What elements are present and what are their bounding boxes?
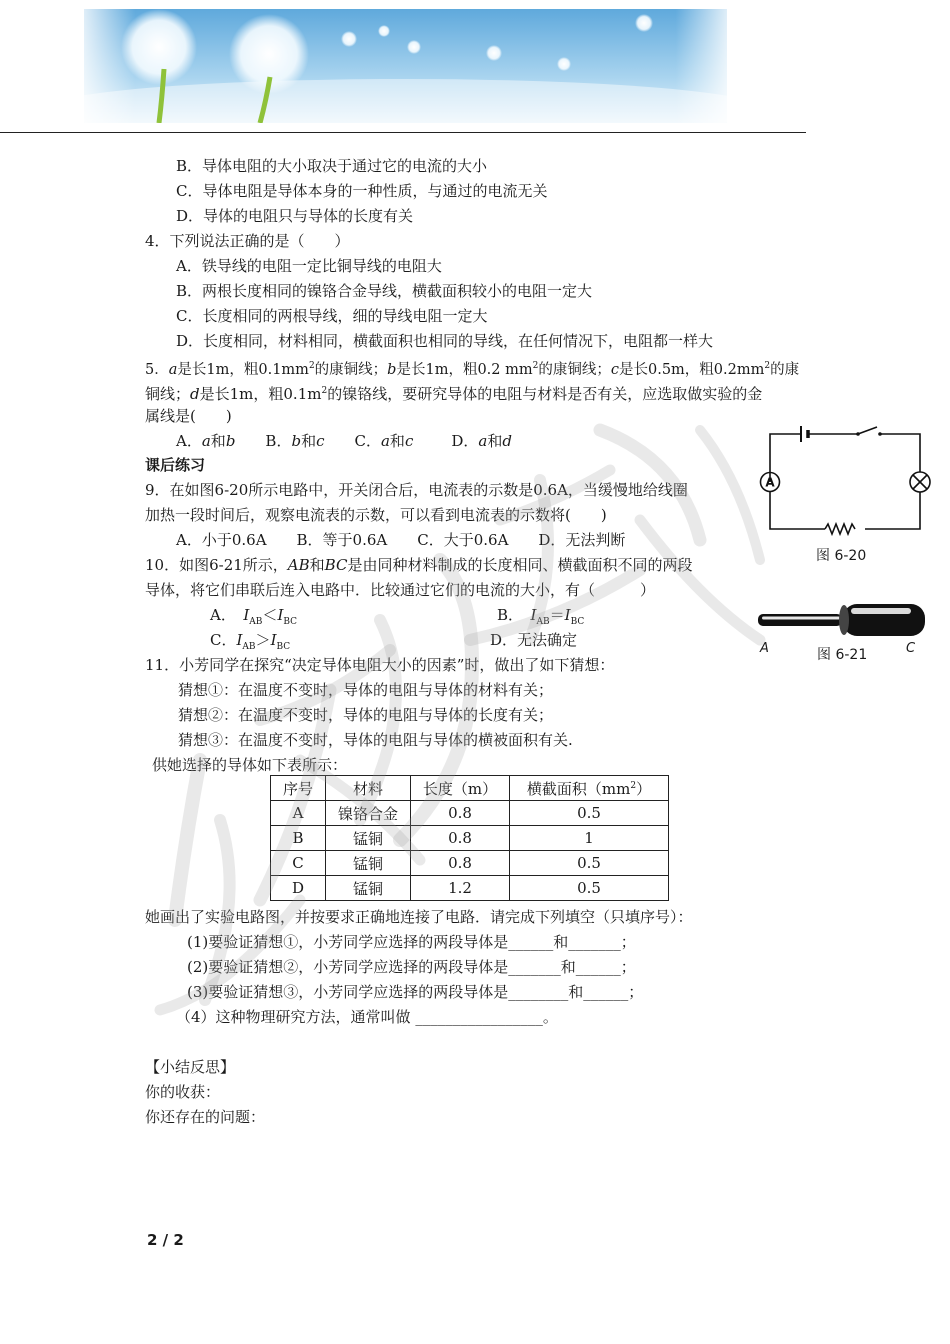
q5-line-1: 5．a是长1m，粗$0.1mm^2$的康铜线；b是长1m，粗0.2 $mm^2$的康铜线；c是长0.5m，粗$0.2mm^2$的康	[145, 361, 800, 378]
table-cell: 锰铜	[326, 876, 411, 901]
table-cell: 0.5	[510, 876, 669, 901]
conductor-diagram	[755, 600, 935, 642]
q10-option-c: C．$I_{AB}>I_{BC}$	[210, 631, 291, 652]
table-cell: 1	[510, 826, 669, 851]
q11-fill-1: (1)要验证猜想①，小芳同学应选择的两段导体是______和_______；	[187, 933, 636, 951]
table-cell: 0.8	[411, 826, 510, 851]
q5-line-3: 属线是( )	[145, 407, 232, 425]
q11-guess-1: 猜想①：在温度不变时，导体的电阻与导体的材料有关；	[178, 681, 554, 699]
q11-fill-4: （4）这种物理研究方法，通常叫做 _________________。	[176, 1008, 558, 1026]
ammeter-label: A	[765, 475, 775, 490]
table-cell: 0.5	[510, 851, 669, 876]
q3-option-b: B．导体电阻的大小取决于通过它的电流的大小	[176, 157, 488, 175]
table-header-row	[271, 776, 669, 801]
section-title: 课后练习	[145, 456, 206, 474]
conductor-table	[270, 775, 669, 901]
table-row	[271, 876, 669, 901]
table-cell: A	[271, 801, 326, 826]
q4-option-d: D．长度相同，材料相同，横截面积也相同的导线，在任何情况下，电阻都一样大	[176, 332, 714, 350]
q5-options: A．a和b B．b和c C．a和c D．a和d	[176, 432, 512, 450]
q10-option-b: B． $I_{AB}=I_{BC}$	[497, 606, 585, 627]
q11-stem: 11．小芳同学在探究“决定导体电阻大小的因素”时，做出了如下猜想：	[145, 656, 615, 674]
table-header-cell: 材料	[326, 776, 411, 801]
figure-6-21-caption: 图 6-21	[817, 647, 868, 663]
table-cell: 0.5	[510, 801, 669, 826]
header-banner-image	[84, 9, 727, 123]
q11-table-intro: 供她选择的导体如下表所示：	[152, 756, 348, 774]
table-header-cell: 横截面积$(mm^2)$	[510, 776, 669, 801]
table-cell: 锰铜	[326, 851, 411, 876]
q11-fill-3: (3)要验证猜想③，小芳同学应选择的两段导体是________和______；	[187, 983, 644, 1001]
table-cell: 1.2	[411, 876, 510, 901]
table-cell: B	[271, 826, 326, 851]
page-number: 2 / 2	[147, 1231, 184, 1249]
table-cell: 镍铬合金	[326, 801, 411, 826]
q4-option-a: A．铁导线的电阻一定比铜导线的电阻大	[176, 257, 442, 275]
q4-option-c: C．长度相同的两根导线，细的导线电阻一定大	[176, 307, 488, 325]
conductor-end-a: A	[760, 641, 769, 656]
q5-line-2: 铜线；d是长1m，粗$0.1m^2$的镍铬线，要研究导体的电阻与材料是否有关，应选取做实验的金	[145, 385, 763, 403]
table-row	[271, 851, 669, 876]
header-rule	[0, 132, 806, 133]
conductor-end-c: C	[906, 641, 916, 656]
summary-title: 【小结反思】	[145, 1058, 236, 1076]
q3-option-c: C．导体电阻是导体本身的一种性质，与通过的电流无关	[176, 182, 548, 200]
circuit-diagram	[755, 420, 935, 540]
table-row	[271, 826, 669, 851]
table-row	[271, 801, 669, 826]
q11-fill-2: (2)要验证猜想②，小芳同学应选择的两段导体是_______和______；	[187, 958, 636, 976]
q10-option-a: A． $I_{AB}<I_{BC}$	[210, 606, 298, 627]
q10-line-1: 10．如图6-21所示，AB和BC是由同种材料制成的长度相同、横截面积不同的两段	[145, 556, 693, 574]
q11-guess-2: 猜想②：在温度不变时，导体的电阻与导体的长度有关；	[178, 706, 554, 724]
summary-problems: 你还存在的问题：	[145, 1108, 266, 1126]
table-header-cell: 序号	[271, 776, 326, 801]
figure-6-20-caption: 图 6-20	[816, 548, 867, 564]
table-cell: D	[271, 876, 326, 901]
table-cell: 0.8	[411, 801, 510, 826]
q9-line-1: 9．在如图6-20所示电路中，开关闭合后，电流表的示数是0.6A，当缓慢地给线圈	[145, 481, 688, 499]
table-header-cell: 长度（m）	[411, 776, 510, 801]
q4-option-b: B．两根长度相同的镍铬合金导线，横截面积较小的电阻一定大	[176, 282, 593, 300]
table-cell: 锰铜	[326, 826, 411, 851]
table-cell: 0.8	[411, 851, 510, 876]
summary-gain: 你的收获：	[145, 1083, 221, 1101]
q10-option-d: D．无法确定	[490, 631, 578, 649]
q11-guess-3: 猜想③：在温度不变时，导体的电阻与导体的横被面积有关.	[178, 731, 573, 749]
q10-line-2: 导体，将它们串联后连入电路中．比较通过它们的电流的大小，有（ ）	[145, 581, 656, 599]
q3-option-d: D．导体的电阻只与导体的长度有关	[176, 207, 414, 225]
q9-line-2: 加热一段时间后，观察电流表的示数，可以看到电流表的示数将( )	[145, 506, 607, 524]
table-cell: C	[271, 851, 326, 876]
q4-stem: 4．下列说法正确的是（ ）	[145, 232, 350, 250]
q9-options: A．小于0.6A B．等于0.6A C．大于0.6A D．无法判断	[176, 531, 626, 549]
q11-after-table: 她画出了实验电路图，并按要求正确地连接了电路．请完成下列填空（只填序号）：	[145, 908, 693, 926]
